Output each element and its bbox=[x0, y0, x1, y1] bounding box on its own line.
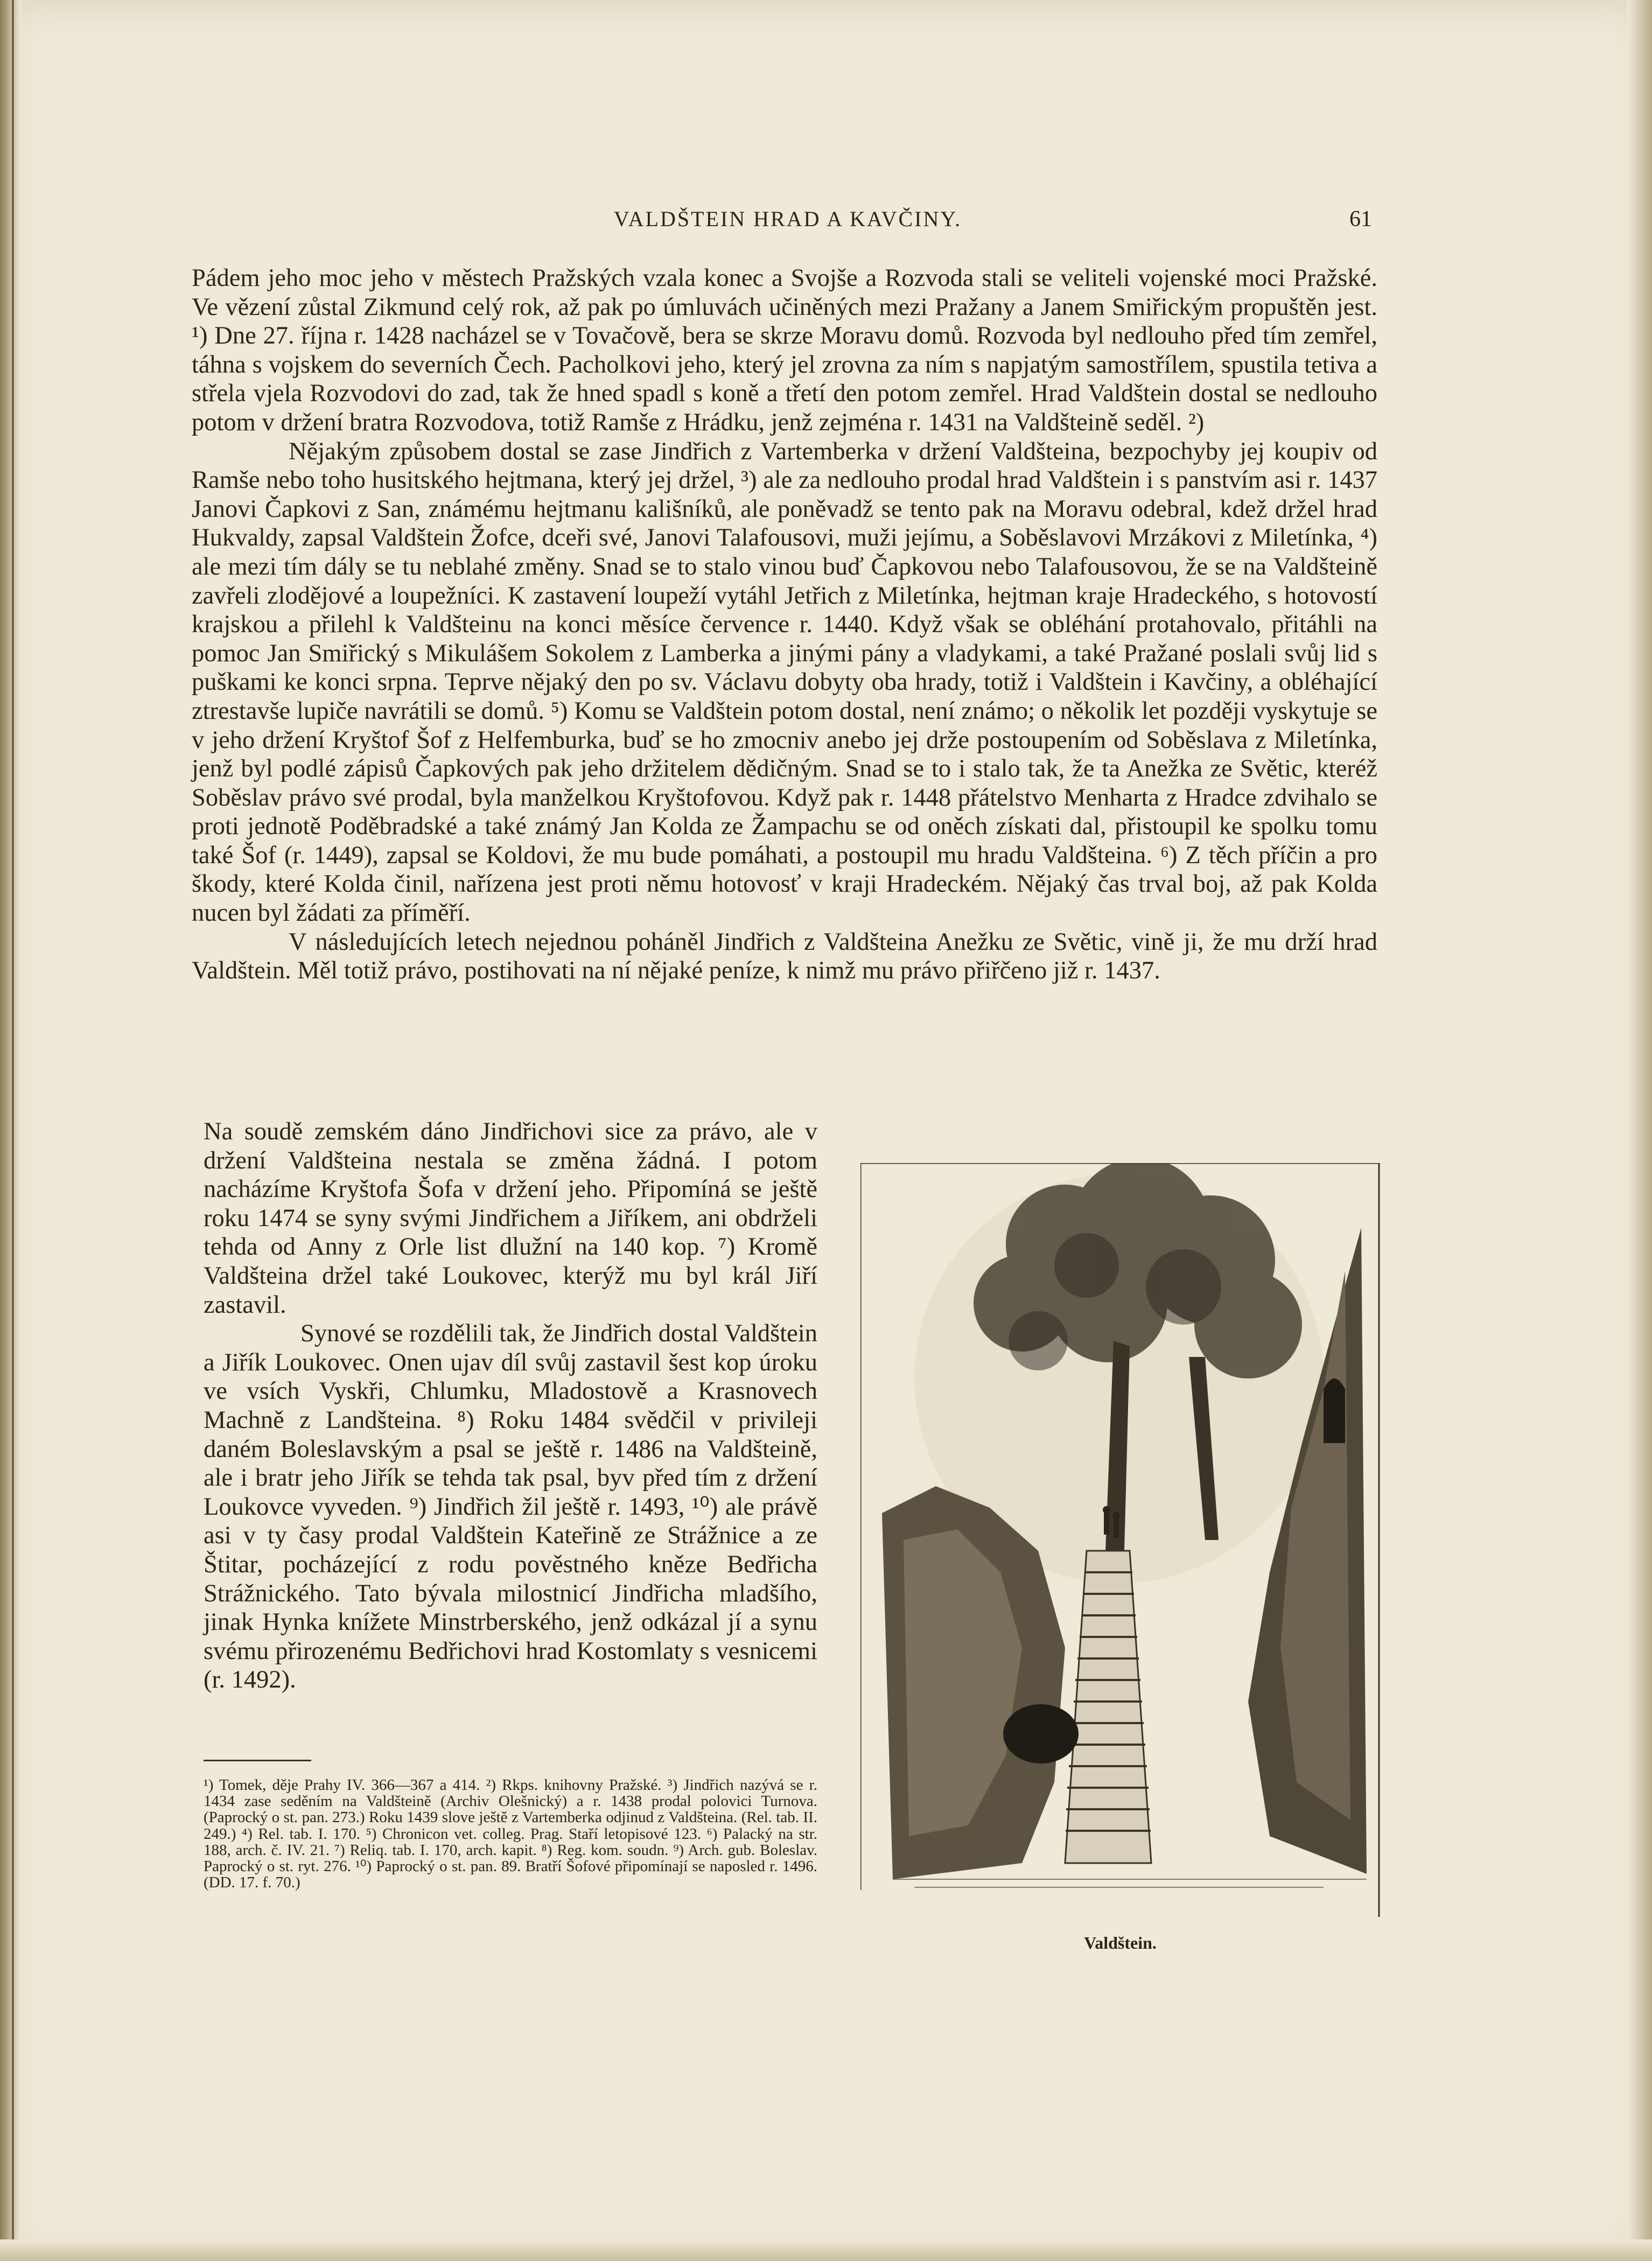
page-right-edge bbox=[1627, 0, 1652, 2261]
paragraph-2: Nějakým způsobem dostal se zase Jindřich z Vartemberka v držení Valdšteina, bezpochyby jej koupiv od Ramše nebo toho husitského hejtmana, který jej držel, ³) ale za nedlouho prodal hrad Valdštein i s panstvím asi r. 1437 Janovi Čapkovi z San, známému hejtmanu kališníků, ale poněvadž se tento pak na Moravu odebral, kdež držel hrad Hukvaldy, zapsal Valdštein Žofce, dceři své, Janovi Talafousovi, muži jejímu, a Soběslavovi Mrzákovi z Miletínka, ⁴) ale mezi tím dály se tu neblahé změny. Snad se to stalo vinou buď Čapkovou nebo Talafousovou, že se na Valdšteině zavřeli zlodějové a loupežníci. K zastavení loupeží vytáhl Jetřich z Miletínka, hejtman kraje Hradeckého, s hotovostí krajskou a přilehl k Valdšteinu na konci měsíce července r. 1440. Když však se obléhání protahovalo, přitáhli na pomoc Jan Smiřický s Mikulášem Sokolem z Lamberka a jinými pány a vladykami, a také Pražané poslali svůj lid s puškami ke konci srpna. Teprve nějaký den po sv. Václavu dobyty oba hrady, totiž i Valdštein i Kavčiny, a obléhající ztrestavše lupiče navrátili se domů. ⁵) Komu se Valdštein potom dostal, není známo; o několik let později vyskytuje se v jeho držení Kryštof Šof z Helfemburka, buď se ho zmocniv anebo jej drže postoupením od Soběslava z Miletínka, jenž byl podlé zápisů Čapkových pak jeho držitelem dědičným. Snad se to i stalo tak, že ta Anežka ze Světic, kteréž Soběslav právo své prodal, byla manželkou Kryštofovou. Když pak r. 1448 přátelstvo Menharta z Hradce zdvihalo se proti jednotě Poděbradské a také známý Jan Kolda ze Žampachu se od oněch získati dal, přistoupil ke spolku tomu také Šof (r. 1449), zapsal se Koldovi, že mu bude pomáhati, a postoupil mu hradu Valdšteina. ⁶) Z těch příčin a pro škody, které Kolda činil, nařízena jest proti němu hotovosť v kraji Hradeckém. Nějaký čas trval boj, až pak Kolda nucen byl žádati za příměří. bbox=[192, 437, 1377, 927]
paragraph-3-continued: Na soudě zemském dáno Jindřichovi sice za právo, ale v držení Valdšteina nestala se změna žádná. I potom nacházíme Kryštofa Šofa v držení jeho. Připomíná se ještě roku 1474 se syny svými Jindřichem a Jiříkem, ani obdrželi tehda od Anny z Orle list dlužní na 140 kop. ⁷) Kromě Valdšteina držel také Loukovec, kterýž mu byl král Jiří zastavil. bbox=[204, 1118, 817, 1319]
paragraph-4: Synové se rozdělili tak, že Jindřich dostal Valdštein a Jiřík Loukovec. Onen ujav díl svůj zastavil šest kop úroku ve vsích Vyskři, Chlumku, Mladostově a Krasnovech Machně z Landšteina. ⁸) Roku 1484 svědčil v privileji daném Boleslavským a psal se ještě r. 1486 na Valdšteině, ale i bratr jeho Jiřík se tehda tak psal, byv před tím z držení Loukovce vyveden. ⁹) Jindřich žil ještě r. 1493, ¹⁰) ale právě asi v ty časy prodal Valdštein Kateřině ze Strážnice a ze Štitar, pocházející z rodu pověstného kněze Bedřicha Strážnického. Tato bývala milostnicí Jindřicha mladšího, jinak Hynka knížete Minstrberského, jenž odkázal jí a synu svému přirozenému Bedřichovi hrad Kostomlaty s vesnicemi (r. 1492). bbox=[204, 1320, 817, 1694]
page-binding-edge bbox=[0, 0, 22, 2261]
left-column-text bbox=[204, 1117, 817, 1695]
footnote-divider bbox=[204, 1760, 311, 1761]
footnote-text: ¹) Tomek, děje Prahy IV. 366—367 a 414. ²) Rkps. knihovny Pražské. ³) Jindřich nazývá se r. 1434 zase seděním na Valdšteině (Archiv Olešnický) a r. 1438 prodal polovici Turnova. (Paprocký o st. pan. 273.) Roku 1439 slove ještě z Vartemberka odjinud z Valdšteina. (Rel. tab. II. 249.) ⁴) Rel. tab. I. 170. ⁵) Chronicon vet. colleg. Prag. Staří letopisové 123. ⁶) Palacký na str. 188, arch. č. IV. 21. ⁷) Reliq. tab. I. 170, arch. kapit. ⁸) Reg. kom. soudn. ⁹) Arch. gub. Boleslav. Paprocký o st. ryt. 276. ¹⁰) Paprocký o st. pan. 89. Bratří Šofové připomínají se naposled r. 1496. (DD. 17. f. 70.) bbox=[204, 1776, 817, 1892]
binding-line bbox=[12, 0, 14, 2261]
paragraph-1: Pádem jeho moc jeho v městech Pražských vzala konec a Svojše a Rozvoda stali se veliteli vojenské moci Pražské. Ve vězení zůstal Zikmund celý rok, až pak po úmluvách učiněných mezi Pražany a Janem Smiřickým propuštěn jest. ¹) Dne 27. října r. 1428 nacházel se v Tovačově, bera se skrze Moravu domů. Rozvoda byl nedlouho před tím zemřel, táhna s vojskem do severních Čech. Pacholkovi jeho, který jel zrovna za ním s napjatým samostřílem, spustila tetiva a střela vjela Rozvodovi do zad, tak že hned spadl s koně a třetí den potom zemřel. Hrad Valdštein dostal se nedlouho potom v držení bratra Rozvodova, totiž Ramše z Hrádku, jenž zejména r. 1431 na Valdšteině seděl. ²) bbox=[192, 264, 1377, 436]
page-bottom-edge bbox=[0, 2239, 1652, 2261]
footnotes bbox=[204, 1777, 817, 1891]
main-text bbox=[192, 264, 1377, 985]
running-title: VALDŠTEIN HRAD A KAVČINY. bbox=[613, 207, 962, 231]
page-number: 61 bbox=[1349, 207, 1372, 232]
engraving-illustration bbox=[860, 1163, 1380, 1928]
paragraph-3: V následujících letech nejednou poháněl Jindřich z Valdšteina Anežku ze Světic, vině ji, že mu drží hrad Valdštein. Měl totiž právo, postihovati na ní nějaké peníze, k nimž mu právo přiřčeno již r. 1437. bbox=[192, 928, 1377, 985]
figure-caption: Valdštein. bbox=[1084, 1933, 1157, 1952]
page-header bbox=[204, 206, 1372, 239]
illustration-valdstein bbox=[860, 1163, 1380, 1957]
